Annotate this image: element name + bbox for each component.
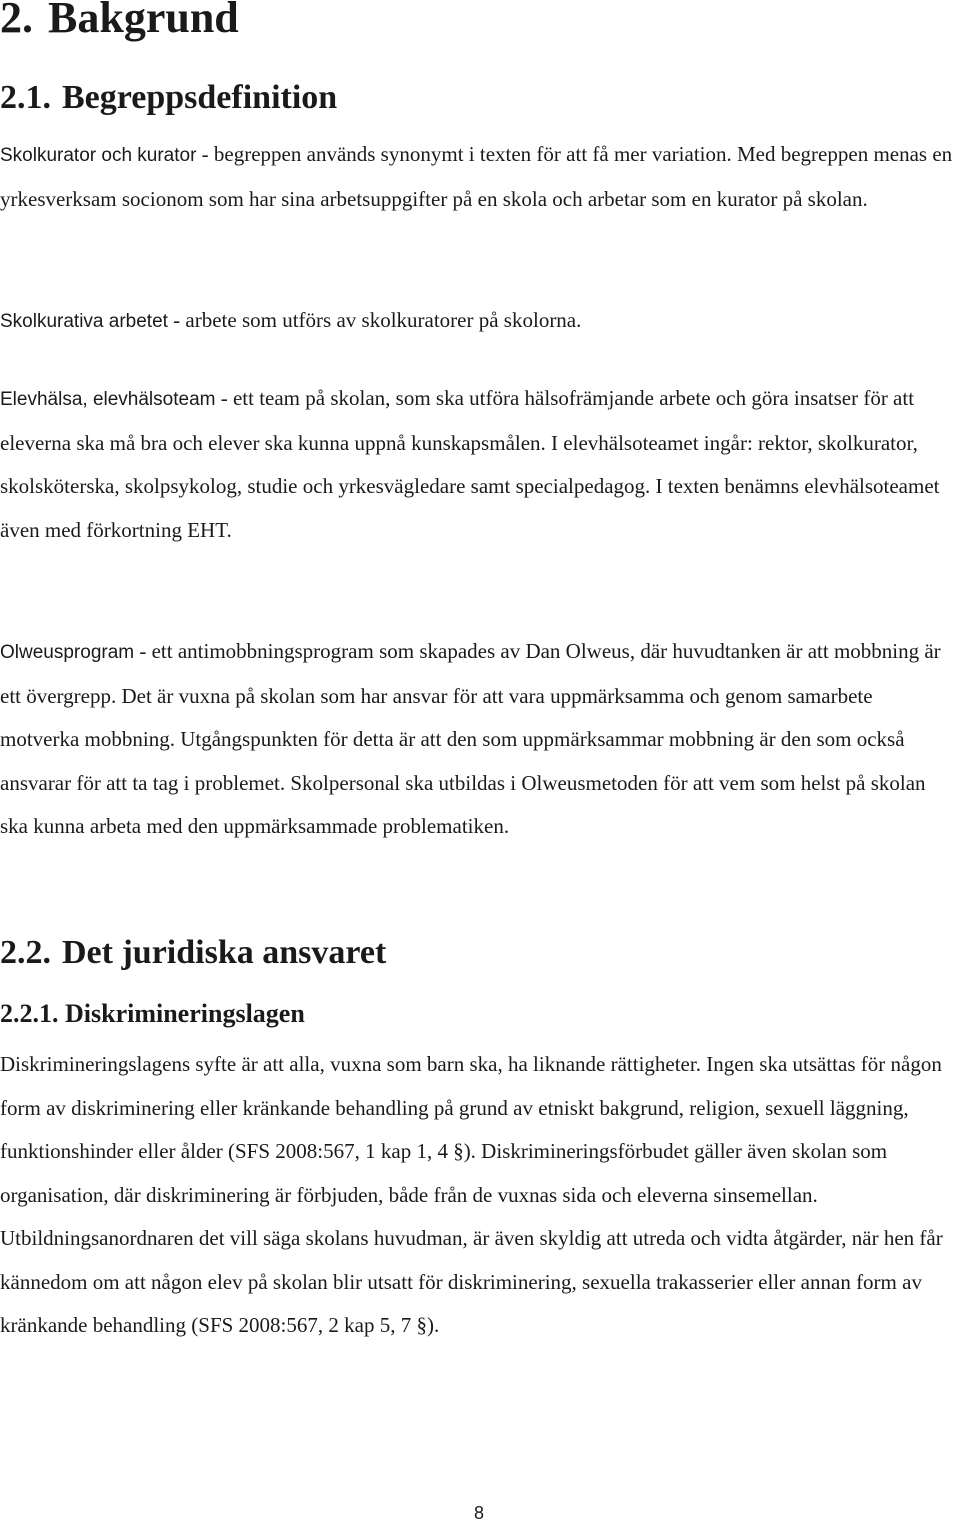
heading-det-juridiska-ansvaret bbox=[0, 933, 386, 973]
definition-term: Olweusprogram bbox=[0, 642, 135, 663]
definition-term: Elevhälsa, elevhälsoteam bbox=[0, 389, 216, 410]
definition-text: - ett antimobbningsprogram som skapades av Dan Olweus, där huvudtanken är att mobbning är ett övergrepp. Det är vuxna på skolan som har ansvar för att vara uppmärksamma och genom samarbete motverka mobbning. Utgångspunkten för detta är att den som uppmärksammar mobbning är den som också ansvarar för att ta tag i problemet. Skolpersonal ska utbildas i Olweusmetoden för att vem som helst på skolan ska kunna arbeta med den uppmärksammade problematiken. bbox=[0, 639, 941, 838]
page-number: 8 bbox=[473, 1503, 484, 1523]
definition-text: - arbete som utförs av skolkuratorer på skolorna. bbox=[167, 308, 582, 332]
heading-title: Begreppsdefinition bbox=[62, 79, 338, 116]
heading-title: Bakgrund bbox=[48, 0, 239, 42]
heading-title: Det juridiska ansvaret bbox=[62, 934, 387, 971]
definition-skolkurator bbox=[0, 133, 956, 221]
definition-skolkurativa-arbetet bbox=[0, 299, 956, 344]
heading-diskrimineringslagen: 2.2.1. Diskrimineringslagen bbox=[0, 999, 305, 1028]
definition-text: - begreppen används synonymt i texten för att få mer variation. Med begreppen menas en yrkesverksam socionom som har sina arbetsuppgifter på en skola och arbetar som en kurator på skolan. bbox=[0, 142, 953, 211]
heading-number: 2.2. bbox=[0, 934, 51, 971]
definition-term: Skolkurativa arbetet bbox=[0, 311, 168, 332]
definition-elevhalsa bbox=[0, 377, 956, 552]
heading-begreppsdefinition bbox=[0, 78, 337, 118]
definition-term: Skolkurator och kurator bbox=[0, 145, 197, 166]
heading-number: 2. bbox=[0, 0, 33, 42]
heading-number: 2.1. bbox=[0, 79, 51, 116]
heading-bakgrund bbox=[0, 0, 239, 44]
definition-olweusprogram bbox=[0, 630, 956, 849]
definition-text: - ett team på skolan, som ska utföra hälsofrämjande arbete och göra insatser för att eleverna ska må bra och elever ska kunna uppnå kunskapsmålen. I elevhälsoteamet ingår: rektor, skolkurator, skolsköterska, skolpsykolog, studie och yrkesvägledare samt specialpedagog. I texten benämns elevhälsoteamet även med förkortning EHT. bbox=[0, 386, 940, 542]
paragraph-diskrimineringslagen: Diskrimineringslagens syfte är att alla, vuxna som barn ska, ha liknande rättigheter. Ingen ska utsättas för någon form av diskriminering eller kränkande behandling på grund av etniskt bakgrund, religion, sexuell läggning, funktionshinder eller ålder (SFS 2008:567, 1 kap 1, 4 §). Diskrimineringsförbudet gäller även skolan som organisation, där diskriminering är förbjuden, både från de vuxnas sida och eleverna sinsemellan. Utbildningsanordnaren det vill säga skolans huvudman, är även skyldig att utreda och vidta åtgärder, när hen får kännedom om att någon elev på skolan blir utsatt för diskriminering, sexuella trakasserier eller annan form av kränkande behandling (SFS 2008:567, 2 kap 5, 7 §). bbox=[0, 1052, 943, 1337]
